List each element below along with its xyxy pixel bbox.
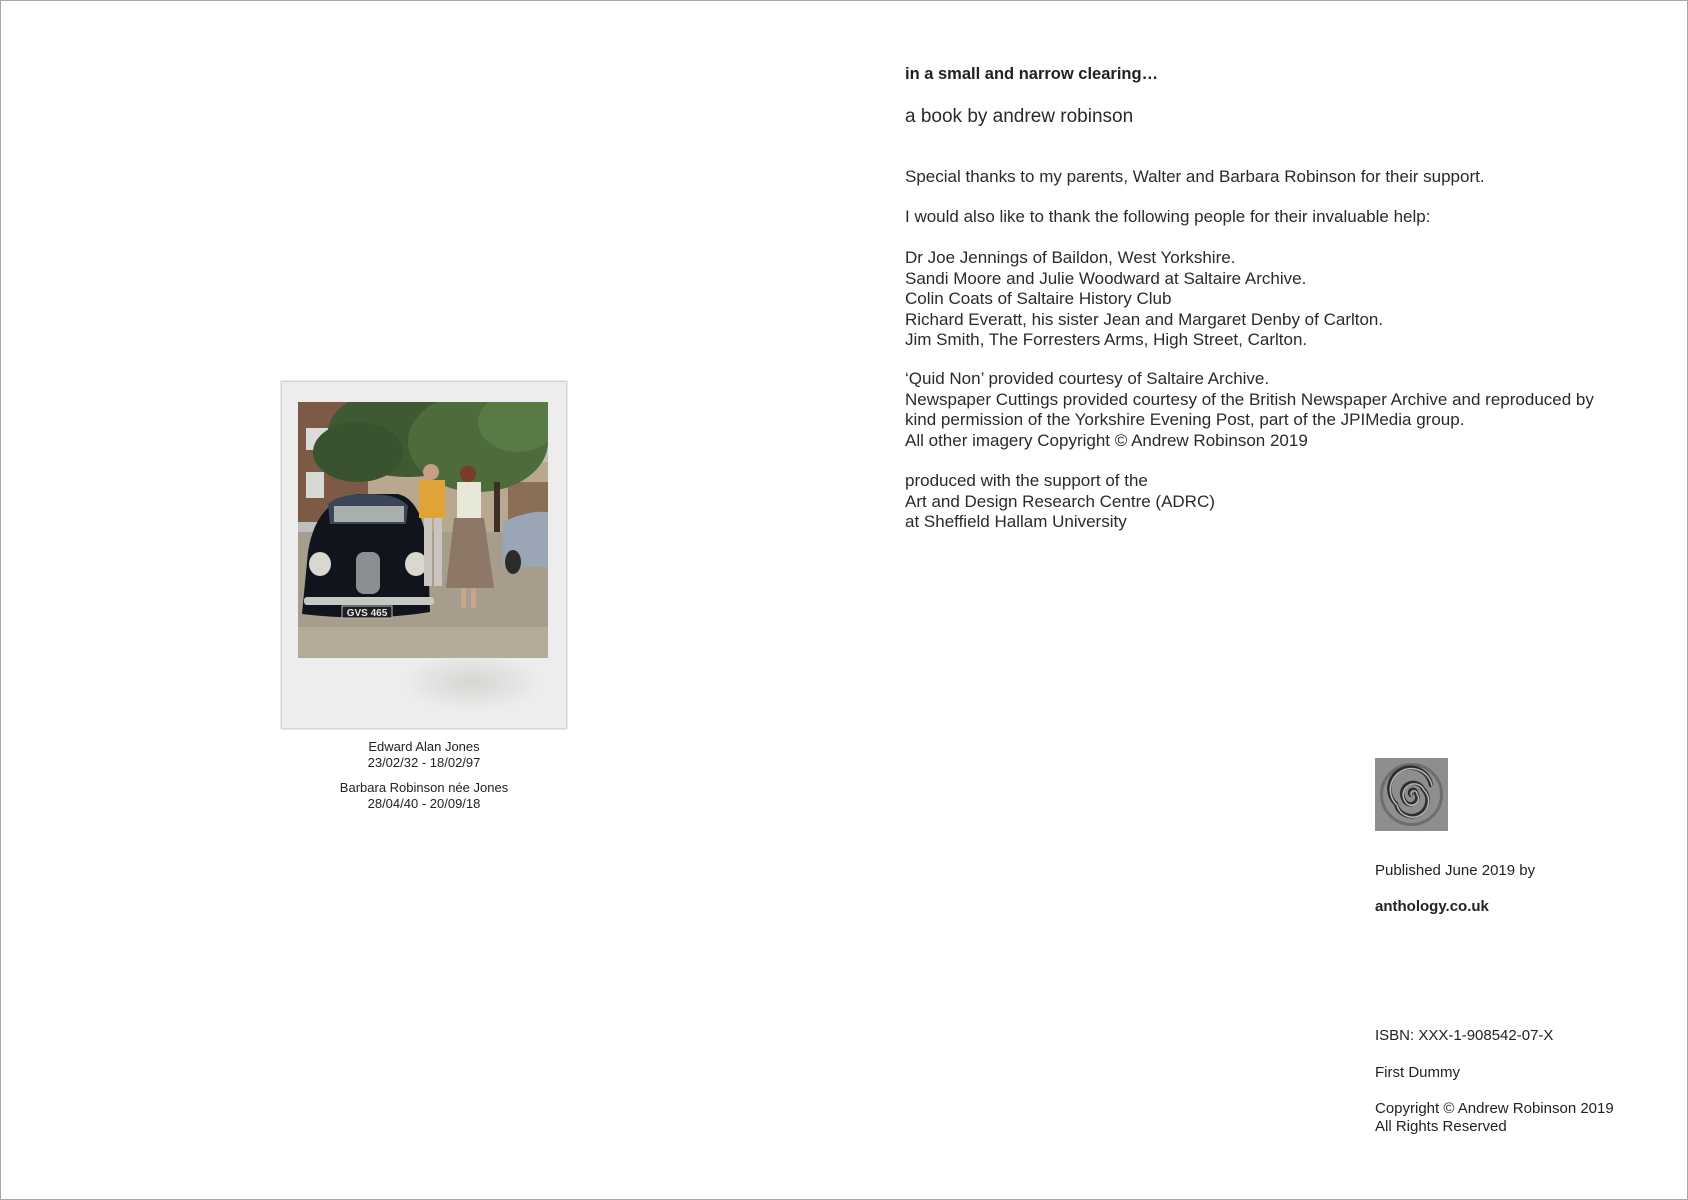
support-line: produced with the support of the bbox=[905, 471, 1148, 490]
people-list bbox=[905, 248, 1383, 351]
isbn: ISBN: XXX-1-908542-07-X bbox=[1375, 1027, 1554, 1044]
imagery-line: ‘Quid Non’ provided courtesy of Saltaire Archive. bbox=[905, 369, 1270, 388]
caption-dates: 28/04/40 - 20/09/18 bbox=[367, 796, 481, 811]
polaroid-photo bbox=[281, 381, 567, 729]
person-line: Colin Coats of Saltaire History Club bbox=[905, 289, 1172, 308]
book-subtitle: a book by andrew robinson bbox=[905, 106, 1134, 127]
person-line: Sandi Moore and Julie Woodward at Saltaire Archive. bbox=[905, 268, 1307, 288]
person-line: Dr Joe Jennings of Baildon, West Yorkshire. bbox=[905, 248, 1236, 267]
imagery-line: All other imagery Copyright © Andrew Robinson 2019 bbox=[905, 430, 1308, 450]
book-title: in a small and narrow clearing… bbox=[905, 65, 1159, 83]
caption-edward bbox=[281, 739, 567, 771]
family-photo-image bbox=[298, 402, 548, 658]
thanks-intro bbox=[905, 207, 1430, 228]
support-line: Art and Design Research Centre (ADRC) bbox=[905, 491, 1215, 511]
support-line: at Sheffield Hallam University bbox=[905, 512, 1127, 531]
caption-name: Barbara Robinson née Jones bbox=[339, 780, 509, 795]
thanks-parents-text: Special thanks to my parents, Walter and Barbara Robinson for their support. bbox=[905, 167, 1485, 186]
thanks-intro-text: I would also like to thank the following people for their invaluable help: bbox=[905, 207, 1431, 226]
imagery-line: kind permission of the Yorkshire Evening Post, part of the JPIMedia group. bbox=[905, 410, 1465, 429]
published-line: Published June 2019 by bbox=[1375, 862, 1536, 879]
person-line: Jim Smith, The Forresters Arms, High Street, Carlton. bbox=[905, 330, 1308, 349]
edition: First Dummy bbox=[1375, 1064, 1460, 1081]
copyright: Copyright © Andrew Robinson 2019 bbox=[1375, 1100, 1614, 1117]
polaroid-stain bbox=[402, 652, 542, 712]
spiral-stone-icon bbox=[1375, 758, 1448, 831]
license-plate: GVS 465 bbox=[346, 608, 388, 619]
caption-name: Edward Alan Jones bbox=[368, 739, 480, 754]
caption-barbara bbox=[281, 780, 567, 812]
person-line: Richard Everatt, his sister Jean and Margaret Denby of Carlton. bbox=[905, 309, 1384, 329]
thanks-parents bbox=[905, 167, 1485, 188]
support-credits bbox=[905, 471, 1215, 533]
imagery-line: Newspaper Cuttings provided courtesy of the British Newspaper Archive and reproduced by bbox=[905, 389, 1594, 409]
rights: All Rights Reserved bbox=[1375, 1118, 1507, 1135]
caption-dates: 23/02/32 - 18/02/97 bbox=[367, 755, 481, 770]
publisher-link[interactable]: anthology.co.uk bbox=[1375, 898, 1489, 915]
imagery-credits bbox=[905, 369, 1594, 451]
